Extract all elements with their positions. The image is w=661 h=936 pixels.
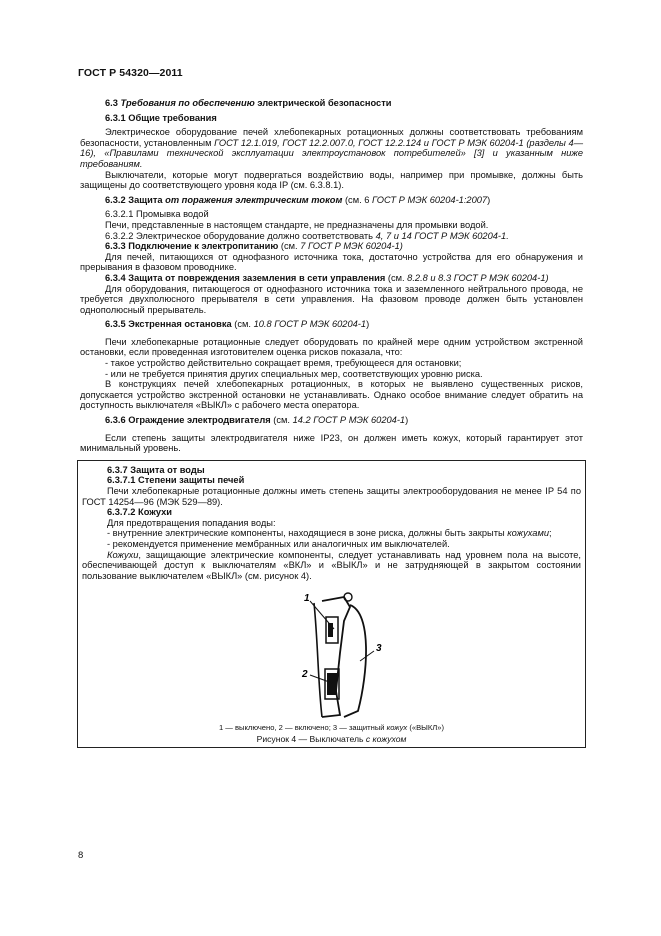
section-6-3-7-title: 6.3.7 Защита от воды	[107, 464, 205, 475]
page-content	[80, 98, 583, 748]
figure-caption: 1 — выключено, 2 — включено; 3 — защитный кожух («ВЫКЛ»)	[218, 723, 445, 733]
paragraph: Выключатели, которые могут подвергаться воздействию воды, например при промывке, должны быть защищены до соответствующего уровня кода IP (см. 6.3.8.1).	[80, 169, 583, 191]
section-6-3-7-1-title: 6.3.7.1 Степени защиты печей	[107, 475, 245, 486]
section-6-3-5-title: 6.3.5 Экстренная остановка (см. 10.8 ГОСТ Р МЭК 60204-1)	[105, 319, 370, 330]
section-6-3-1-title: 6.3.1 Общие требования	[105, 112, 217, 123]
section-6-3-4-title: 6.3.4 Защита от повреждения заземления в сети управления (см. 8.2.8 и 8.3 ГОСТ Р МЭК 60204-1)	[105, 272, 549, 283]
paragraph: Кожухи, защищающие электрические компоненты, следует устанавливать над уровнем пола на высоте, обеспечивающей доступ к выключателям «ВКЛ» и «ВЫКЛ» и не затрудняющей в закрытом состоянии пользование выключателем «ВЫКЛ» (см. рисунок 4).	[82, 549, 581, 581]
paragraph: 6.3.2.1 Промывка водой	[105, 209, 209, 220]
section-6-3-6-title: 6.3.6 Ограждение электродвигателя (см. 14.2 ГОСТ Р МЭК 60204-1)	[105, 415, 409, 426]
figure-label-2: 2	[302, 669, 308, 681]
paragraph: Печи хлебопекарные ротационные должны иметь степень защиты электрооборудования не менее IP 54 по ГОСТ 14254—96 (МЭК 529—89).	[82, 486, 581, 507]
paragraph: Для оборудования, питающегося от однофазного источника тока и заземленного нейтрального провода, не требуется двухполюсного прерывателя в сети управления. На фазовом проводе должен быть установлен однополюсный прерыватель.	[80, 283, 583, 315]
section-6-3-3-title: 6.3.3 Подключение к электропитанию (см. 7 ГОСТ Р МЭК 60204-1)	[105, 241, 403, 252]
paragraph: Для печей, питающихся от однофазного источника тока, достаточно устройства для его обнаружения и прерывания в фазовом проводнике.	[80, 251, 583, 273]
figure-title: Рисунок 4 — Выключатель с кожухом	[256, 733, 407, 744]
list-item: - рекомендуется применение мембранных или аналогичных им выключателей.	[107, 538, 450, 549]
document-header: ГОСТ Р 54320—2011	[78, 67, 183, 79]
paragraph: Электрическое оборудование печей хлебопекарных ротационных должны соответствовать требованиям безопасности, установленным ГОСТ 12.1.019, ГОСТ 12.2.007.0, ГОСТ 12.2.124 и ГОСТ Р МЭК 60204-1 (разделы 4—16), «Правилами технической эксплуатации электроустановок потребителей» [3] и указанным ниже требованиям.	[80, 127, 583, 169]
cover-shape	[344, 605, 366, 717]
leader-line-1	[310, 601, 334, 629]
section-6-3-2-title: 6.3.2 Защита от поражения электрическим током (см. 6 ГОСТ Р МЭК 60204-1:2007)	[105, 194, 491, 205]
leader-line-3	[360, 651, 374, 661]
paragraph: Печи, представленные в настоящем стандарте, не предназначены для промывки водой.	[105, 219, 489, 230]
section-6-3-title: 6.3 Требования по обеспечению электрической безопасности	[105, 98, 392, 108]
amendment-box	[77, 460, 586, 748]
figure-4	[82, 583, 581, 723]
figure-label-3: 3	[376, 643, 382, 655]
on-button-fill	[327, 673, 337, 695]
list-item: - такое устройство действительно сокращает время, требующееся для остановки;	[105, 358, 462, 369]
paragraph: В конструкциях печей хлебопекарных ротационных, в которых не выявлено существенных рисков, допускается устройство экстренной остановки не устанавливать. Однако особое внимание следует обратить на доступность выключателя «ВЫКЛ» с рабочего места оператора.	[80, 379, 583, 411]
switch-diagram	[82, 583, 582, 723]
list-item: - или не требуется принятия других специальных мер, соответствующих уровню риска.	[105, 368, 483, 379]
paragraph: Если степень защиты электродвигателя ниже IP23, он должен иметь кожух, который гарантирует этот минимальный уровень.	[80, 432, 583, 454]
paragraph: Для предотвращения попадания воды:	[107, 517, 276, 528]
paragraph: Печи хлебопекарные ротационные следует оборудовать по крайней мере одним устройством экстренной остановки, если проведенная изготовителем оценка рисков показала, что:	[80, 336, 583, 358]
page-number: 8	[78, 850, 84, 861]
figure-label-1: 1	[304, 593, 310, 605]
section-6-3-7-2-title: 6.3.7.2 Кожухи	[107, 507, 173, 518]
paragraph: 6.3.2.2 Электрическое оборудование должно соответствовать 4, 7 и 14 ГОСТ Р МЭК 60204-1.	[105, 230, 509, 241]
wall-line	[314, 603, 322, 717]
hinge-icon	[344, 593, 352, 601]
list-item: - внутренние электрические компоненты, находящиеся в зоне риска, должны быть закрыты кожухами;	[107, 528, 552, 539]
